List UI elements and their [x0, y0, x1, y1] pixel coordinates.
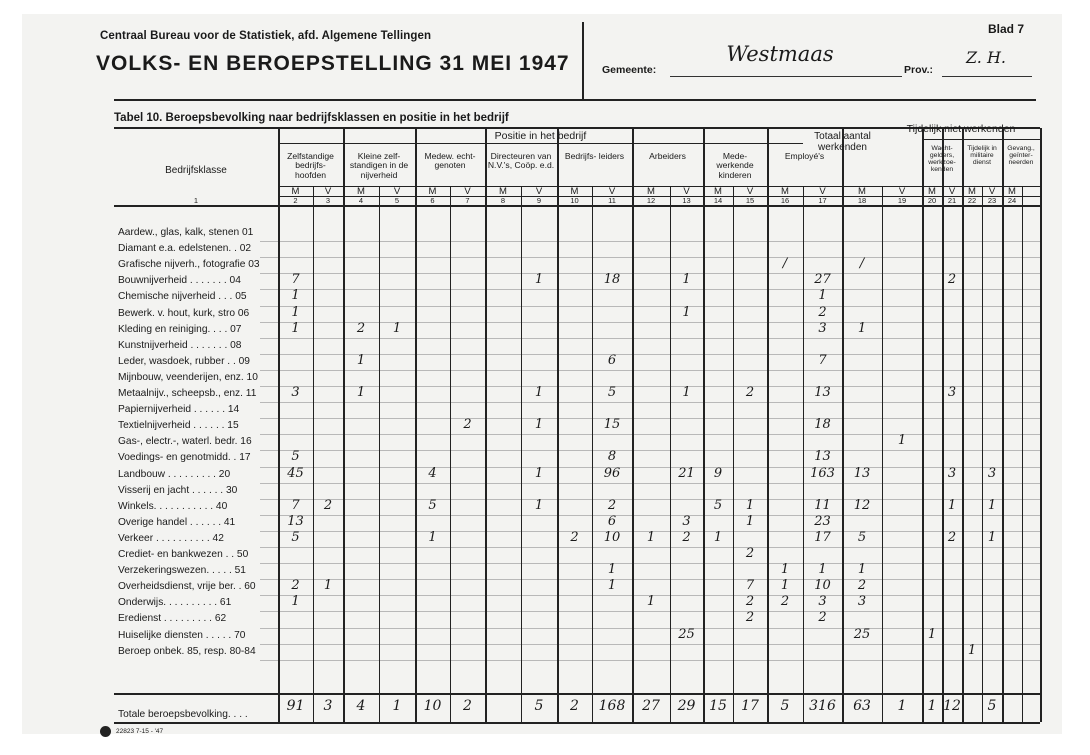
- table-cell: 1: [682, 385, 691, 400]
- total-cell: 2: [570, 698, 579, 714]
- mv-label: V: [948, 186, 956, 197]
- table-cell: 1: [607, 562, 617, 578]
- total-cell: 2: [463, 698, 472, 714]
- table-cell: 3: [987, 465, 997, 481]
- column-group-header: Medew. echt- genoten: [424, 151, 476, 171]
- table-cell: 1: [947, 497, 957, 513]
- province-underline: [942, 76, 1032, 77]
- mv-label: M: [858, 186, 866, 197]
- row-label: Bouwnijverheid . . . . . . . 04: [118, 275, 241, 287]
- row-label: Visserij en jacht . . . . . . 30: [118, 484, 238, 496]
- row-label: Kunstnijverheid . . . . . . . 08: [118, 339, 242, 351]
- mv-label: V: [683, 186, 690, 197]
- tijdelijk-group-header: Wacht- gelders, werkzoe- kenden: [928, 145, 956, 174]
- sheet-number: Blad 7: [988, 22, 1025, 36]
- column-number: 9: [536, 196, 542, 205]
- table-cell: 6: [607, 352, 617, 368]
- table-cell: 1: [534, 417, 544, 433]
- table-cell: 1: [857, 320, 867, 336]
- column-group-header: Mede- werkende kinderen: [716, 151, 754, 180]
- column-number: 17: [818, 196, 827, 205]
- table-cell: 163: [810, 465, 835, 481]
- column-group-header: Directeuren van N.V.'s, Coöp. e.d.: [487, 151, 555, 171]
- column-number: 18: [857, 196, 867, 205]
- column-number: 1: [193, 196, 199, 205]
- column-line: [278, 128, 280, 722]
- gemeente-label: Gemeente:: [602, 64, 657, 76]
- province-label: Prov.:: [904, 64, 933, 76]
- table-cell: 1: [780, 578, 790, 594]
- table-cell: 9: [713, 465, 723, 481]
- row-label: Overheidsdienst, vrije ber. . 60: [118, 581, 256, 593]
- row-label: Verzekeringswezen. . . . . 51: [118, 565, 246, 577]
- row-label: Huiselijke diensten . . . . . 70: [118, 629, 246, 641]
- mv-label: M: [781, 186, 789, 197]
- table-cell: 1: [356, 385, 366, 400]
- table-cell: 3: [947, 385, 957, 400]
- form-title: VOLKS- EN BEROEPSTELLING 31 MEI 1947: [96, 52, 570, 75]
- tijdelijk-group-header: Gevang., geïnter- neerden: [1007, 145, 1035, 167]
- column-line: [485, 128, 487, 722]
- table-cell: 1: [428, 529, 437, 545]
- mv-label: V: [898, 186, 906, 197]
- row-label: Mijnbouw, veenderijen, enz. 10: [118, 371, 258, 383]
- table-cell: 1: [745, 513, 755, 529]
- mv-label: V: [324, 186, 332, 197]
- total-top-rule: [114, 693, 1040, 695]
- row-label: Aardew., glas, kalk, stenen 01: [118, 227, 254, 238]
- column-number: 21: [947, 196, 957, 205]
- row-label: Kleding en reiniging. . . . 07: [118, 323, 242, 335]
- row-label: Verkeer . . . . . . . . . . 42: [118, 532, 224, 544]
- table-cell: 3: [818, 594, 827, 610]
- row-label: Leder, wasdoek, rubber . . 09: [118, 355, 250, 367]
- column-number: 24: [1007, 196, 1017, 205]
- total-cell: 29: [677, 698, 696, 714]
- column-number: 7: [465, 196, 470, 205]
- column-line: [767, 128, 769, 722]
- mv-label: M: [428, 186, 437, 197]
- column-group-header: Arbeiders: [649, 151, 686, 161]
- table-cell: 2: [745, 594, 755, 610]
- table-cell: 2: [947, 529, 957, 545]
- table-cell: 2: [570, 529, 579, 545]
- table-cell: 25: [853, 626, 871, 642]
- mv-label: M: [714, 186, 722, 197]
- row-label: Papiernijverheid . . . . . . 14: [118, 404, 240, 416]
- table-cell: 1: [818, 562, 827, 578]
- table-cell: 3: [682, 513, 691, 529]
- table-cell: 1: [927, 626, 937, 642]
- total-cell: 1: [392, 698, 402, 714]
- table-cell: 1: [607, 578, 617, 594]
- table-cell: 2: [818, 610, 827, 626]
- table-cell: 1: [987, 529, 997, 545]
- group-positie: Positie in het bedrijf: [494, 130, 587, 142]
- organization-name: Centraal Bureau voor de Statistiek, afd. Algemene Tellingen: [100, 30, 432, 42]
- table-cell: 7: [291, 497, 300, 513]
- table-cell: 2: [857, 578, 867, 594]
- column-number: 14: [713, 196, 723, 205]
- mv-label: V: [393, 186, 401, 197]
- table-cell: 2: [745, 610, 755, 626]
- table-cell: 2: [780, 594, 790, 610]
- table-cell: 5: [291, 449, 300, 465]
- column-number: 20: [927, 196, 937, 205]
- column-number: 10: [570, 196, 579, 205]
- header-bottom-rule: [114, 205, 1040, 207]
- header-rule: [114, 99, 1036, 101]
- table-cell: 7: [291, 272, 300, 288]
- row-label: Onderwijs. . . . . . . . . . 61: [118, 597, 232, 609]
- column-line: [982, 186, 983, 722]
- total-cell: 5: [534, 698, 544, 714]
- total-cell: 168: [598, 698, 626, 714]
- mv-label: M: [1008, 186, 1016, 197]
- row-label: Voedings- en genotmidd. . 17: [118, 452, 251, 464]
- total-cell: 5: [780, 698, 790, 714]
- mv-label: V: [988, 186, 996, 197]
- table-cell: 1: [534, 465, 544, 481]
- table-cell: 7: [818, 352, 827, 368]
- table-cell: 23: [814, 513, 831, 529]
- row-label: Crediet- en bankwezen . . 50: [118, 549, 249, 560]
- column-group-header: Kleine zelf- standigen in de nijverheid: [349, 151, 409, 180]
- mv-label: M: [647, 186, 655, 197]
- row-label: Overige handel . . . . . . 41: [118, 516, 236, 528]
- column-line: [632, 128, 634, 722]
- column-number: 2: [293, 196, 298, 205]
- column-line: [882, 186, 883, 722]
- table-cell: 3: [818, 320, 827, 336]
- table-cell: 4: [428, 465, 437, 481]
- table-cell: 18: [814, 417, 831, 433]
- column-line: [1040, 128, 1042, 722]
- table-cell: 1: [897, 433, 907, 449]
- table-cell: 21: [678, 465, 695, 481]
- total-cell: 63: [853, 698, 871, 714]
- table-cell: 3: [947, 465, 957, 481]
- tijdelijk-group-header: Tijdelijk in militaire dienst: [967, 145, 997, 167]
- table-cell: 1: [323, 578, 333, 594]
- table-cell: 2: [682, 529, 691, 545]
- table-cell: 2: [745, 546, 755, 561]
- row-label: Chemische nijverheid . . . 05: [118, 291, 247, 303]
- row-label: Gas-, electr.-, waterl. bedr. 16: [118, 436, 252, 448]
- table-cell: 1: [291, 320, 300, 336]
- table-cell: 10: [814, 578, 831, 594]
- column-number: 5: [394, 196, 400, 205]
- total-bottom-rule: [114, 722, 1040, 724]
- table-cell: 1: [987, 497, 997, 513]
- column-group-header: Bedrijfs- leiders: [564, 151, 625, 161]
- table-cell: 1: [818, 288, 827, 304]
- table-cell: 2: [745, 385, 755, 400]
- total-cell: 91: [286, 698, 305, 714]
- total-cell: 1: [927, 698, 937, 714]
- total-cell: 27: [642, 698, 660, 714]
- table-cell: 2: [607, 497, 617, 513]
- table-cell: 8: [607, 449, 617, 465]
- column-line: [733, 186, 734, 722]
- table-cell: 27: [814, 272, 831, 288]
- column-number: 8: [500, 196, 506, 205]
- column-line: [557, 128, 559, 722]
- column-number: 13: [682, 196, 691, 205]
- table-cell: 11: [814, 497, 831, 513]
- column-number: 3: [325, 196, 331, 205]
- row-label: Metaalnijv., scheepsb., enz. 11: [118, 388, 257, 399]
- mv-label: V: [464, 186, 471, 197]
- mv-label: M: [357, 186, 365, 197]
- table-cell: 2: [323, 497, 333, 513]
- column-line: [962, 128, 964, 722]
- table-cell: /: [782, 256, 788, 272]
- table-cell: 13: [814, 385, 831, 400]
- total-cell: 1: [897, 698, 907, 714]
- total-cell: 3: [323, 698, 333, 714]
- table-cell: 13: [814, 449, 831, 465]
- column-number: 12: [646, 196, 656, 205]
- column-line: [415, 128, 417, 722]
- table-cell: 2: [947, 272, 957, 288]
- total-cell: 4: [356, 698, 366, 714]
- table-cell: 25: [678, 626, 695, 642]
- positie-divider: [278, 143, 803, 144]
- table-cell: /: [859, 256, 865, 272]
- row-label: Textielnijverheid . . . . . . 15: [118, 420, 239, 432]
- table-cell: 1: [534, 272, 544, 288]
- column-line: [450, 186, 451, 722]
- table-cell: 18: [603, 272, 621, 288]
- print-code: 22823 7-15 - '47: [116, 728, 164, 735]
- table-cell: 1: [291, 594, 300, 610]
- column-line: [343, 128, 345, 722]
- mv-label: M: [570, 186, 579, 197]
- table-cell: 5: [857, 529, 867, 545]
- table-cell: 6: [607, 513, 617, 529]
- table-cell: 1: [682, 272, 691, 288]
- group-tijdelijk: Tijdelijk niet werkenden: [906, 123, 1016, 135]
- mv-label: V: [535, 186, 543, 197]
- mv-label: M: [968, 186, 976, 197]
- tijdelijk-divider: [922, 139, 1040, 140]
- table-cell: 2: [291, 578, 300, 594]
- row-header-bedrijfsklasse: Bedrijfsklasse: [165, 165, 227, 176]
- table-cell: 1: [534, 497, 544, 513]
- table-cell: 45: [287, 465, 304, 481]
- table-cell: 1: [646, 594, 656, 610]
- column-number: 15: [745, 196, 755, 205]
- row-label: Eredienst . . . . . . . . . 62: [118, 613, 227, 625]
- table-cell: 1: [780, 562, 790, 578]
- table-cell: 3: [291, 385, 300, 400]
- table-cell: 15: [603, 417, 621, 433]
- column-number: 16: [780, 196, 790, 205]
- table-cell: 2: [356, 320, 366, 336]
- gemeente-underline: [670, 76, 902, 77]
- table-cell: 17: [814, 529, 831, 545]
- column-number: 22: [967, 196, 977, 205]
- table-cell: 1: [646, 529, 656, 545]
- column-line: [313, 186, 314, 722]
- table-title: Tabel 10. Beroepsbevolking naar bedrijfsklassen en positie in het bedrijf: [114, 112, 509, 124]
- total-cell: 316: [809, 698, 836, 714]
- table-cell: 13: [853, 465, 871, 481]
- mv-label: M: [291, 186, 300, 197]
- table-cell: 96: [603, 465, 621, 481]
- table-cell: 3: [857, 594, 867, 610]
- total-cell: 12: [943, 698, 961, 714]
- row-label: Grafische nijverh., fotografie 03: [118, 259, 260, 271]
- table-cell: 1: [745, 497, 755, 513]
- table-cell: 1: [857, 562, 867, 578]
- table-cell: 1: [356, 352, 366, 368]
- table-cell: 5: [713, 497, 723, 513]
- mv-label: V: [819, 186, 826, 197]
- province-value: Z. H.: [965, 48, 1007, 67]
- table-cell: 1: [392, 320, 402, 336]
- column-number: 4: [358, 196, 364, 205]
- table-cell: 7: [745, 578, 755, 594]
- column-line: [379, 186, 380, 722]
- row-label: Landbouw . . . . . . . . . 20: [118, 468, 231, 480]
- table-cell: 1: [534, 385, 544, 400]
- total-cell: 10: [423, 698, 442, 714]
- column-line: [1022, 186, 1023, 722]
- column-number: 19: [897, 196, 907, 205]
- table-cell: 1: [682, 304, 691, 320]
- table-cell: 2: [463, 417, 472, 433]
- row-label: Winkels. . . . . . . . . . . 40: [118, 500, 228, 512]
- table-cell: 1: [291, 304, 300, 320]
- column-line: [942, 128, 944, 722]
- column-number: 23: [987, 196, 997, 205]
- table-cell: 5: [428, 497, 437, 513]
- mv-label: V: [608, 186, 616, 197]
- table-cell: 5: [607, 385, 617, 400]
- total-cell: 15: [709, 698, 727, 714]
- table-cell: 1: [967, 642, 977, 658]
- column-line: [1002, 128, 1004, 722]
- mv-label: M: [928, 186, 936, 197]
- gemeente-value: Westmaas: [726, 42, 834, 66]
- column-group-header: Zelfstandige bedrijfs- hoofden: [287, 151, 334, 180]
- table-cell: 13: [287, 513, 304, 529]
- table-cell: 5: [291, 529, 300, 545]
- total-cell: 17: [741, 698, 759, 714]
- row-label: Diamant e.a. edelstenen. . 02: [118, 243, 252, 255]
- column-line: [703, 128, 705, 722]
- mv-label: M: [499, 186, 507, 197]
- table-cell: 1: [713, 529, 723, 545]
- header-divider: [582, 22, 584, 100]
- group-totaal: Totaal aantal werkenden: [814, 131, 871, 153]
- row-label: Beroep onbek. 85, resp. 80-84: [118, 645, 256, 657]
- mv-label: V: [746, 186, 754, 197]
- table-cell: 10: [603, 529, 621, 545]
- column-group-header: Employé's: [784, 151, 825, 161]
- column-number: 11: [608, 196, 616, 205]
- table-cell: 12: [853, 497, 871, 513]
- table-cell: 1: [291, 288, 300, 304]
- total-label: Totale beroepsbevolking. . . .: [118, 709, 248, 720]
- printer-seal-icon: [100, 726, 111, 737]
- column-number: 6: [430, 196, 435, 205]
- total-cell: 5: [987, 698, 997, 714]
- row-label: Bewerk. v. hout, kurk, stro 06: [118, 307, 250, 319]
- column-line: [521, 186, 522, 722]
- table-cell: 2: [818, 304, 827, 320]
